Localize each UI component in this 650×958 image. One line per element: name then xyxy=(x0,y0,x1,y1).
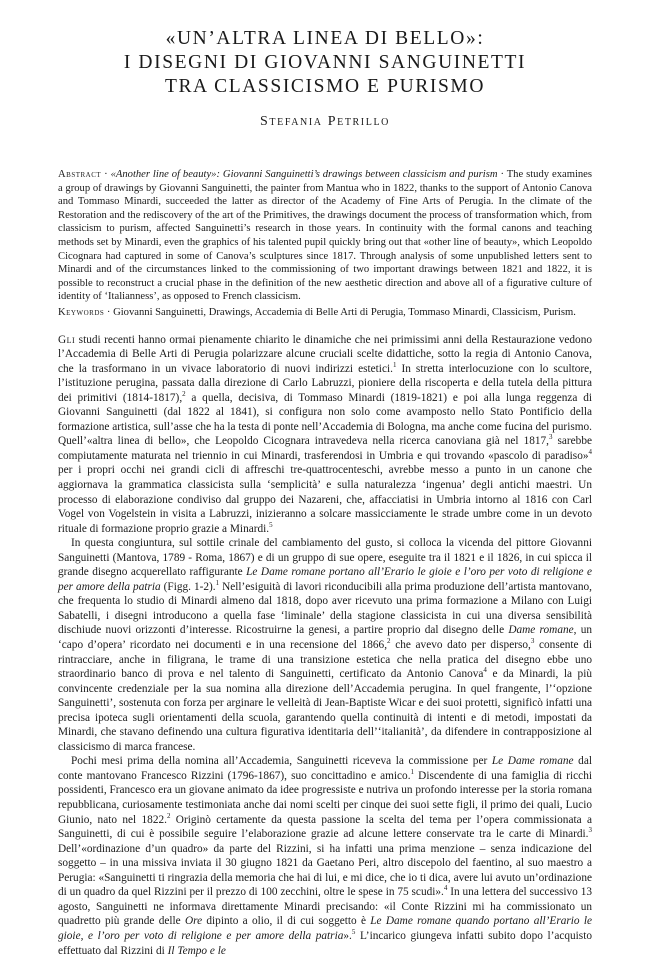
footnote-ref[interactable]: 5 xyxy=(269,520,273,529)
footnote-ref[interactable]: 3 xyxy=(530,637,535,646)
footnote-ref[interactable]: 1 xyxy=(392,360,397,369)
paragraph-1 xyxy=(58,333,592,537)
footnote-ref[interactable]: 1 xyxy=(410,768,415,777)
abstract-english-title: «Another line of beauty»: Giovanni Sanguinetti’s drawings between classicism and purism xyxy=(110,169,498,180)
title-line-1: «UN’ALTRA LINEA DI BELLO»: xyxy=(165,28,485,49)
p3-text-e: Dell’«ordinazione d’un quadro» da parte del Rizzini, si ha infatti una prima menzione – senza indicazione del soggetto – in una missiva inviata il 30 giugno 1821 da Gaetano Peri, altro discepolo del faentino, al suo maestro a Perugia: «Sanguinetti ti ringrazia della memoria che hai di lui, e mi dice, che io ti dica, avere lui avuto un’ordinazione di un quadro da quel Rizzini per il prezzo di 100 zecchini, oltre le spese in 75 scudi». xyxy=(58,842,592,899)
abstract-separator: · xyxy=(101,169,111,180)
artwork-title: Dame romane xyxy=(508,624,574,637)
lead-word: Gli xyxy=(58,333,76,346)
title-line-3: TRA CLASSICISMO E PURISMO xyxy=(164,76,486,97)
p1-text-b: In stretta interlocuzione con lo scultore, l’istituzione perugina, passata dalla direzione di Carlo Labruzzi, pioniere della riscoperta e della tutela della pittura dei primitivi (1814-1817), xyxy=(58,362,592,404)
paragraph-3 xyxy=(58,754,592,958)
abstract xyxy=(58,168,592,304)
abstract-text: · The study examines a group of drawings by Giovanni Sanguinetti, the painter from Mantua who in 1822, thanks to the support of Antonio Canova and Tommaso Minardi, succeeded the latter as director of the Academy of Fine Arts of Perugia. In the climate of the Restoration and the rediscovery of the art of the Primitives, the drawings document the process of transformation which, from classicism to purism, affected Sanguinetti’s research in those years. In continuity with the formal canons and teaching methods set by Minardi, even the graphics of his talented pupil quickly bring out that «other line of beauty», which Leopoldo Cicognara had captured in some of Canova’s sculptures since 1817. Through analysis of some unpublished letters sent to Minardi and of the circumstances linked to the commissioning of two important drawings between 1821 and 1822, it is possible to reconstruct a crucial phase in the definition of the new aesthetic direction and above all of a figurative culture of identity of ‘Italianness’, as opposed to French classicism. xyxy=(58,169,593,303)
p3-text-f: In una lettera del successivo 13 agosto, Sanguinetti ne informava direttamente Minardi precisando: «il Conte Rizzini mi ha commissionato un quadretto più grande delle xyxy=(58,886,592,928)
p1-text-e: per i propri occhi nei grandi cicli di affreschi tre-quattrocenteschi, avrebbe messo a punto in un canone che aggiornava la grammatica classicista sulla ‘semplicità’ e sulla naturalezza ‘ingenua’ degli antichi maestri. Un processo di elaborazione condiviso dal gruppo dei Nazareni, che, affacciatisi in Umbria intorno al 1816 con Carl Vogel von Vogelstein in visita a Labruzzi, inizieranno a solcare massicciamente le strade umbre come in un devoto rituale di formazione proprio grazie a Minardi. xyxy=(58,464,592,535)
p2-text-e: che avevo dato per disperso, xyxy=(390,639,531,652)
p3-text-h: ». xyxy=(343,929,352,942)
footnote-ref[interactable]: 4 xyxy=(483,666,487,675)
artwork-title: Le Dame romane portano all’Erario le gioie e l’oro per voto di religione e per amore della patria xyxy=(58,566,592,593)
p2-text-a: In questa congiuntura, sul sottile crinale del cambiamento del gusto, si colloca la vicenda del pittore Giovanni Sanguinetti (Mantova, 1789 - Roma, 1867) e di un gruppo di sue opere, eseguite tra il 1821 e il 1826, in cui spicca il grande disegno acquerellato raffigurante xyxy=(58,537,592,579)
p2-text-f: consente di rintracciare, anche in filigrana, le trame di una transizione estetica che nella pratica del disegno ebbe uno straordinario banco di prova e nel talento di Sanguinetti, certificato da Antonio Canova xyxy=(58,639,592,681)
footnote-ref[interactable]: 2 xyxy=(166,811,171,820)
artwork-title: Le Dame romane quando portano all’Erario le gioie, e l’oro per voto di religione e per amore della patria xyxy=(58,915,592,942)
footnote-ref[interactable]: 5 xyxy=(351,928,356,937)
artwork-title: Ore xyxy=(184,915,203,928)
p3-text-c: Discendente di una famiglia di ricchi possidenti, Francesco era un giovane animato da idee progressiste e nutriva un profondo interesse per la storia romana repubblicana, curiosamente testimoniata anche dai nomi scelti per cinque dei suoi sette figli, il primo dei quali, Lucio Giunio, nato nel 1822. xyxy=(58,769,592,826)
footnote-ref[interactable]: 2 xyxy=(387,637,391,646)
p3-text-a: Pochi mesi prima della nomina all’Accademia, Sanguinetti riceveva la commissione per xyxy=(71,755,492,768)
p3-text-d: Originò certamente da questa passione la scelta del tema per l’opera commissionata a Sanguinetti, di cui è possibile seguire l’elaborazione grazie ad alcune lettere conservate tra le carte di Minardi. xyxy=(58,813,592,841)
paragraph-2 xyxy=(58,536,592,754)
p3-text-b: dal conte mantovano Francesco Rizzini (1796-1867), suo concittadino e amico. xyxy=(58,755,592,782)
p1-text-d: sarebbe compiutamente maturata nel triennio in cui Minardi, trasferendosi in Umbria e qui trovando «pascolo di paradiso» xyxy=(58,435,592,462)
abstract-label: Abstract xyxy=(58,169,102,180)
p2-text-d: , un ‘capo d’opera’ ricordato nei documenti e in una recensione del 1866, xyxy=(58,624,592,652)
footnote-ref[interactable]: 2 xyxy=(182,389,186,398)
artwork-title: Le Dame romane xyxy=(491,755,574,768)
title-line-2: I DISEGNI DI GIOVANNI SANGUINETTI xyxy=(123,52,527,73)
keywords-label: Keywords xyxy=(58,306,105,318)
p1-text-c: a quella, decisiva, di Tommaso Minardi (1819-1821) e poi alla lunga reggenza di Giovanni Sanguinetti (dal 1822 al 1841), si configura non solo come avamposto nello Stato Pontificio della formazione artistica, sull’asse che ha la testa di ponte nell’Accademia di Bologna, ma anche come fucina del purismo. Quell’«altra linea di bello», che Leopoldo Cicognara intravedeva nella ricerca canoviana già nel 1817, xyxy=(58,391,592,448)
p2-text-c: Nell’esiguità di lavori riconducibili alla prima produzione dell’artista mantovano, che frequenta lo studio di Minardi almeno dal 1818, dopo aver ricevuto una prima formazione a Milano con Luigi Sabatelli, i disegni introducono a quella fase ‘liminale’ della stagione classicista in cui una diversa sensibilità dischiude nuovi orizzonti d’interesse. Ricostruirne la genesi, a partire proprio dal disegno delle xyxy=(58,580,592,637)
article-title xyxy=(58,0,592,99)
artwork-title: Il Tempo e le xyxy=(167,944,226,957)
footnote-ref[interactable]: 4 xyxy=(588,448,592,457)
p3-text-i: L’incarico giungeva infatti subito dopo l’acquisto effettuato dal Rizzini di xyxy=(58,929,592,957)
footnote-ref[interactable]: 1 xyxy=(215,579,220,588)
p3-text-g: dipinto a olio, il di cui soggetto è xyxy=(202,915,371,928)
p1-text-a: studi recenti hanno ormai pienamente chiarito le dinamiche che nei primissimi anni della Restaurazione vedono l’Accademia di Belle Arti di Perugia polarizzare alcune cruciali scelte didattiche, sotto la regia di Antonio Canova, che la trasformano in un vivace laboratorio di nuovi indirizzi estetici. xyxy=(58,333,592,375)
footnote-ref[interactable]: 4 xyxy=(443,884,448,893)
p2-text-b: (Figg. 1-2). xyxy=(160,580,216,593)
p2-text-g: e da Minardi, la più convincente credenziale per la sua nomina alla direzione dell’Accademia perugina. In quel frangente, l’‘opzione Sanguinetti’, sostenuta con forza per arginare le velleità di Jean-Baptiste Wicar e dei suoi protetti, significò infatti una precisa ipoteca sugli orientamenti della scuola, garantendo quella continuità di intenti e di metodi, impostati da Minardi, che stavano definendo una cultura figurativa identitaria dell’‘italianità’, da difendere in contrapposizione al classicismo di marca francese. xyxy=(58,668,592,753)
footnote-ref[interactable]: 3 xyxy=(548,433,553,442)
keywords xyxy=(58,306,592,320)
keywords-text: · Giovanni Sanguinetti, Drawings, Accademia di Belle Arti di Perugia, Tommaso Minardi, Classicism, Purism. xyxy=(104,306,576,318)
article-body xyxy=(58,333,592,958)
footnote-ref[interactable]: 3 xyxy=(588,826,592,835)
author-name: Stefania Petrillo xyxy=(260,114,390,129)
